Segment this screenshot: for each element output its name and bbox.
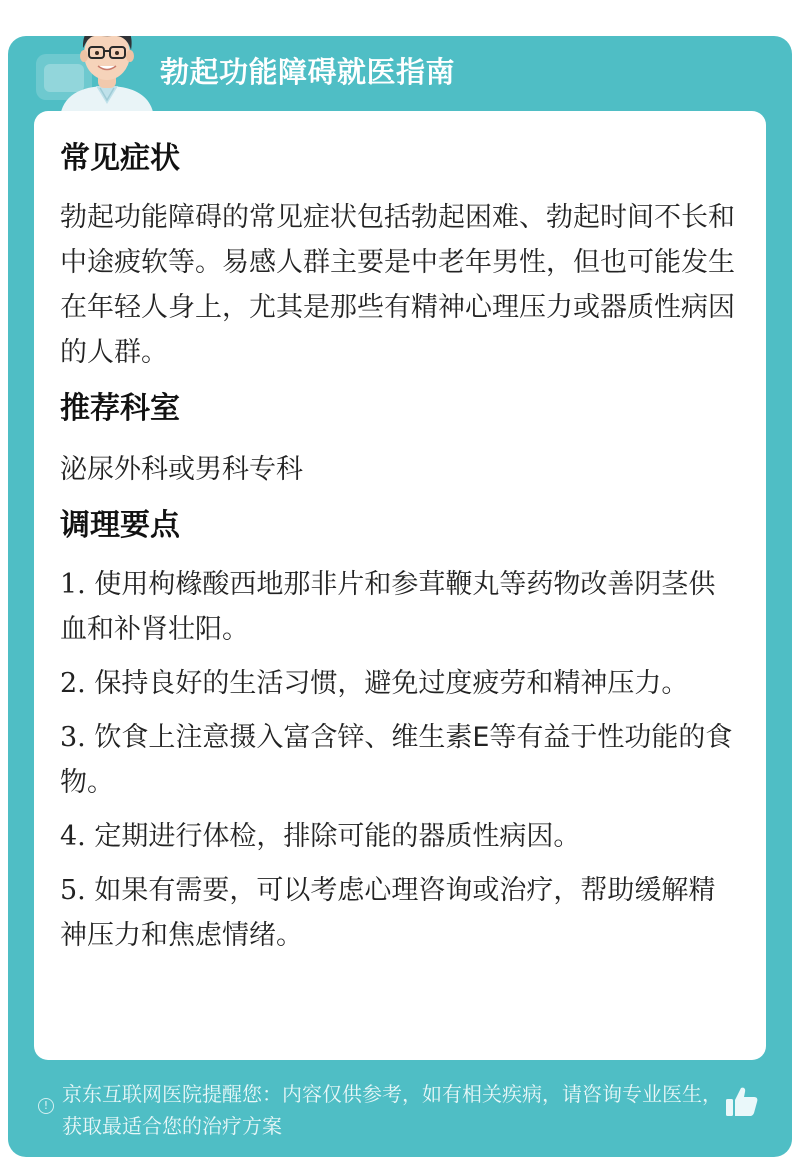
list-item-text: 饮食上注意摄入富含锌、维生素E等有益于性功能的食物。 (60, 722, 733, 798)
doctor-avatar (52, 36, 162, 118)
content-panel (34, 111, 766, 1060)
list-item (60, 814, 740, 859)
list-item-number: 5. (60, 875, 86, 906)
list-item (60, 562, 740, 652)
info-icon: ! (38, 1098, 54, 1114)
list-item-number: 4. (60, 821, 86, 852)
list-item-text: 保持良好的生活习惯，避免过度疲劳和精神压力。 (94, 668, 689, 699)
list-item (60, 868, 740, 958)
department-text: 泌尿外科或男科专科 (60, 454, 303, 485)
list-item-text: 使用枸橼酸西地那非片和参茸鞭丸等药物改善阴茎供血和补肾壮阳。 (60, 569, 716, 645)
list-item-number: 1. (60, 569, 86, 600)
list-item-number: 3. (60, 722, 86, 753)
section-title-symptoms: 常见症状 (60, 141, 180, 176)
guide-card (8, 36, 792, 1157)
page-title: 勃起功能障碍就医指南 (160, 55, 456, 89)
thumbs-up-icon[interactable] (724, 1084, 760, 1120)
footer (8, 1076, 792, 1156)
list-item-number: 2. (60, 668, 86, 699)
section-title-care: 调理要点 (60, 508, 180, 543)
list-item (60, 715, 740, 805)
list-item-text: 如果有需要，可以考虑心理咨询或治疗，帮助缓解精神压力和焦虑情绪。 (60, 875, 716, 951)
section-title-department: 推荐科室 (60, 391, 180, 426)
disclaimer-text: 京东互联网医院提醒您：内容仅供参考，如有相关疾病，请咨询专业医生，获取最适合您的治疗方案 (62, 1082, 722, 1138)
care-tips-list (60, 562, 740, 958)
symptoms-text: 勃起功能障碍的常见症状包括勃起困难、勃起时间不长和中途疲软等。易感人群主要是中老年男性，但也可能发生在年轻人身上，尤其是那些有精神心理压力或器质性病因的人群。 (60, 202, 735, 368)
list-item-text: 定期进行体检，排除可能的器质性病因。 (94, 821, 581, 852)
list-item (60, 661, 740, 706)
